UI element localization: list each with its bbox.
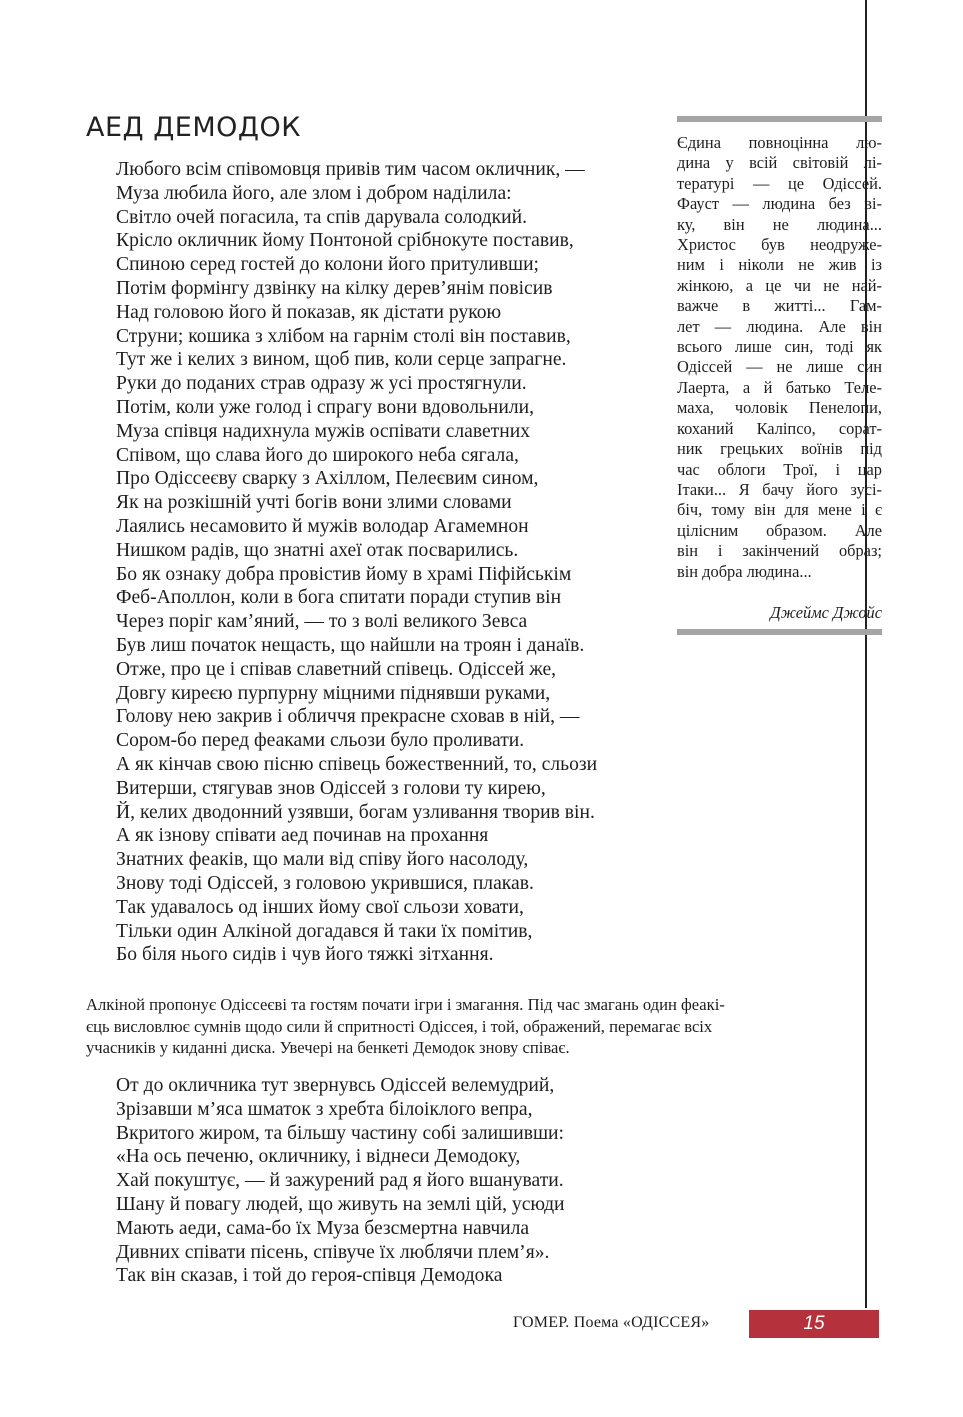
sidebar-bottom-bar xyxy=(677,629,882,635)
quote-line: біч, тому він для мене і є xyxy=(677,500,882,520)
quote-line: тературі — це Одіссей. xyxy=(677,173,882,193)
quote-line: Фауст — людина без ві- xyxy=(677,194,882,214)
poem-line: Руки до поданих страв одразу ж усі простягнули. xyxy=(116,373,527,395)
poem-line: Довгу киреєю пурпурну міцними піднявши руками, xyxy=(116,682,551,704)
poem-line: Знатних феаків, що мали від співу його насолоду, xyxy=(116,849,529,871)
summary-line: Алкіной пропонує Одіссеєві та гостям почати ігри і змагання. Під час змагань один феакі- xyxy=(86,995,725,1014)
poem-line: Мають аеди, сама-бо їх Муза безсмертна навчила xyxy=(116,1217,530,1239)
poem-line: Бо біля нього сидів і чув його тяжкі зітхання. xyxy=(116,944,494,966)
section-title: АЕД ДЕМОДОК xyxy=(86,112,301,143)
poem-line: Сором-бо перед феаками сльози було проливати. xyxy=(116,730,525,752)
poem-part-1 xyxy=(116,158,597,967)
sidebar-quote xyxy=(677,133,882,582)
poem-line: «На ось печеню, окличнику, і віднеси Демодоку, xyxy=(116,1146,521,1168)
poem-line: Феб-Аполлон, коли в бога спитати поради ступив він xyxy=(116,587,562,609)
poem-line: Муза любила його, але злом і добром наділила: xyxy=(116,182,512,204)
quote-line: дина у всій світовій лі- xyxy=(677,153,882,173)
poem-line: Голову нею закрив і обличчя прекрасне сховав в ній, — xyxy=(116,706,580,728)
quote-line: він добра людина... xyxy=(677,561,812,581)
page-number: 15 xyxy=(749,1310,879,1338)
quote-line: ник грецьких воїнів під xyxy=(677,439,882,459)
poem-line: Хай покуштує, — й зажурений рад я його вшанувати. xyxy=(116,1170,564,1192)
poem-part-2 xyxy=(116,1074,565,1288)
poem-line: Крісло окличник йому Понтоной срібнокуте поставив, xyxy=(116,230,574,252)
summary-line: єць висловлює сумнів щодо сили й спритності Одіссея, і той, ображений, перемагає всіх xyxy=(86,1016,713,1036)
poem-line: Бо як ознаку добра провістив йому в храмі Піфійськім xyxy=(116,563,572,585)
poem-line: Й, келих дводонний узявши, богам узливання творив він. xyxy=(116,801,595,823)
footer-book-title: ГОМЕР. Поема «ОДІССЕЯ» xyxy=(513,1314,710,1331)
poem-line: Так він сказав, і той до героя-співця Демодока xyxy=(116,1265,503,1287)
prose-summary xyxy=(86,994,846,1059)
poem-line: Муза співця надихнула мужів оспівати славетних xyxy=(116,420,531,442)
poem-line: Тут же і келих з вином, щоб пив, коли серце запрагне. xyxy=(116,349,567,371)
poem-line: Потім, коли уже голод і спрагу вони вдовольнили, xyxy=(116,396,535,418)
poem-line: Через поріг кам’яний, — то з волі великого Зевса xyxy=(116,611,528,633)
poem-line: Витерши, стягував знов Одіссей з голови ту кирею, xyxy=(116,777,546,799)
poem-line: Струни; кошика з хлібом на гарнім столі він поставив, xyxy=(116,325,571,347)
poem-line: Зрізавши м’яса шматок з хребта білоіклого вепра, xyxy=(116,1098,533,1120)
poem-line: А як ізнову співати аед починав на прохання xyxy=(116,825,489,847)
quote-line: важче в житті... Гам- xyxy=(677,296,882,316)
quote-line: Ітаки... Я бачу його зусі- xyxy=(677,479,882,499)
quote-line: лет — людина. Але він xyxy=(677,316,882,336)
quote-author: Джеймс Джойс xyxy=(770,603,882,622)
quote-line: цілісним образом. Але xyxy=(677,520,882,540)
quote-line: Лаерта, а й батько Теле- xyxy=(677,377,882,397)
poem-line: Нишком радів, що знатні ахеї отак посварились. xyxy=(116,539,519,561)
poem-line: Як на розкішній учті богів вони злими словами xyxy=(116,492,512,514)
poem-line: Лаялись несамовито й мужів володар Агамемнон xyxy=(116,515,529,537)
quote-line: жінкою, а це чи не най- xyxy=(677,275,882,295)
quote-line: Христос був неодруже- xyxy=(677,235,882,255)
quote-line: коханий Каліпсо, сорат- xyxy=(677,418,882,438)
quote-line: час облоги Трої, і цар xyxy=(677,459,882,479)
summary-line: учасників у киданні диска. Увечері на бенкеті Демодок знову співає. xyxy=(86,1038,570,1057)
poem-line: Спиною серед гостей до колони його притуливши; xyxy=(116,254,540,276)
poem-line: Про Одіссеєву сварку з Ахіллом, Пелеєвим сином, xyxy=(116,468,539,490)
poem-line: Потім формінгу дзвінку на кілку дерев’янім повісив xyxy=(116,277,553,299)
quote-line: ку, він не людина... xyxy=(677,214,882,234)
quote-line: всього лише син, тоді як xyxy=(677,337,882,357)
poem-line: Світло очей погасила, та спів дарувала солодкий. xyxy=(116,206,528,228)
quote-line: Одіссей — не лише син xyxy=(677,357,882,377)
poem-line: От до окличника тут звернувсь Одіссей велемудрий, xyxy=(116,1075,555,1096)
quote-line: він і закінчений образ; xyxy=(677,541,882,561)
quote-line: Єдина повноцінна лю- xyxy=(677,133,882,152)
poem-line: Тільки один Алкіной догадався й таки їх помітив, xyxy=(116,920,533,942)
poem-line: Так удавалось од інших йому свої сльози ховати, xyxy=(116,896,524,918)
poem-line: Шану й повагу людей, що живуть на землі цій, усюди xyxy=(116,1193,565,1215)
poem-line: Був лиш початок нещасть, що найшли на троян і данаїв. xyxy=(116,634,585,656)
poem-line: Знову тоді Одіссей, з головою укрившися, плакав. xyxy=(116,872,534,894)
poem-line: Над головою його й показав, як дістати рукою xyxy=(116,301,502,323)
quote-line: маха, чоловік Пенелопи, xyxy=(677,398,882,418)
poem-line: Дивних співати пісень, співуче їх люблячи плем’я». xyxy=(116,1241,550,1263)
poem-line: А як кінчав свою пісню співець божественний, то, сльози xyxy=(116,753,598,775)
poem-line: Вкритого жиром, та більшу частину собі залишивши: xyxy=(116,1122,564,1144)
quote-line: ним і ніколи не жив із xyxy=(677,255,882,275)
poem-line: Отже, про це і співав славетний співець. Одіссей же, xyxy=(116,658,557,680)
sidebar-top-bar xyxy=(677,116,882,122)
poem-line: Співом, що слава його до широкого неба сягала, xyxy=(116,444,519,466)
poem-line: Любого всім співомовця привів тим часом окличник, — xyxy=(116,159,585,180)
